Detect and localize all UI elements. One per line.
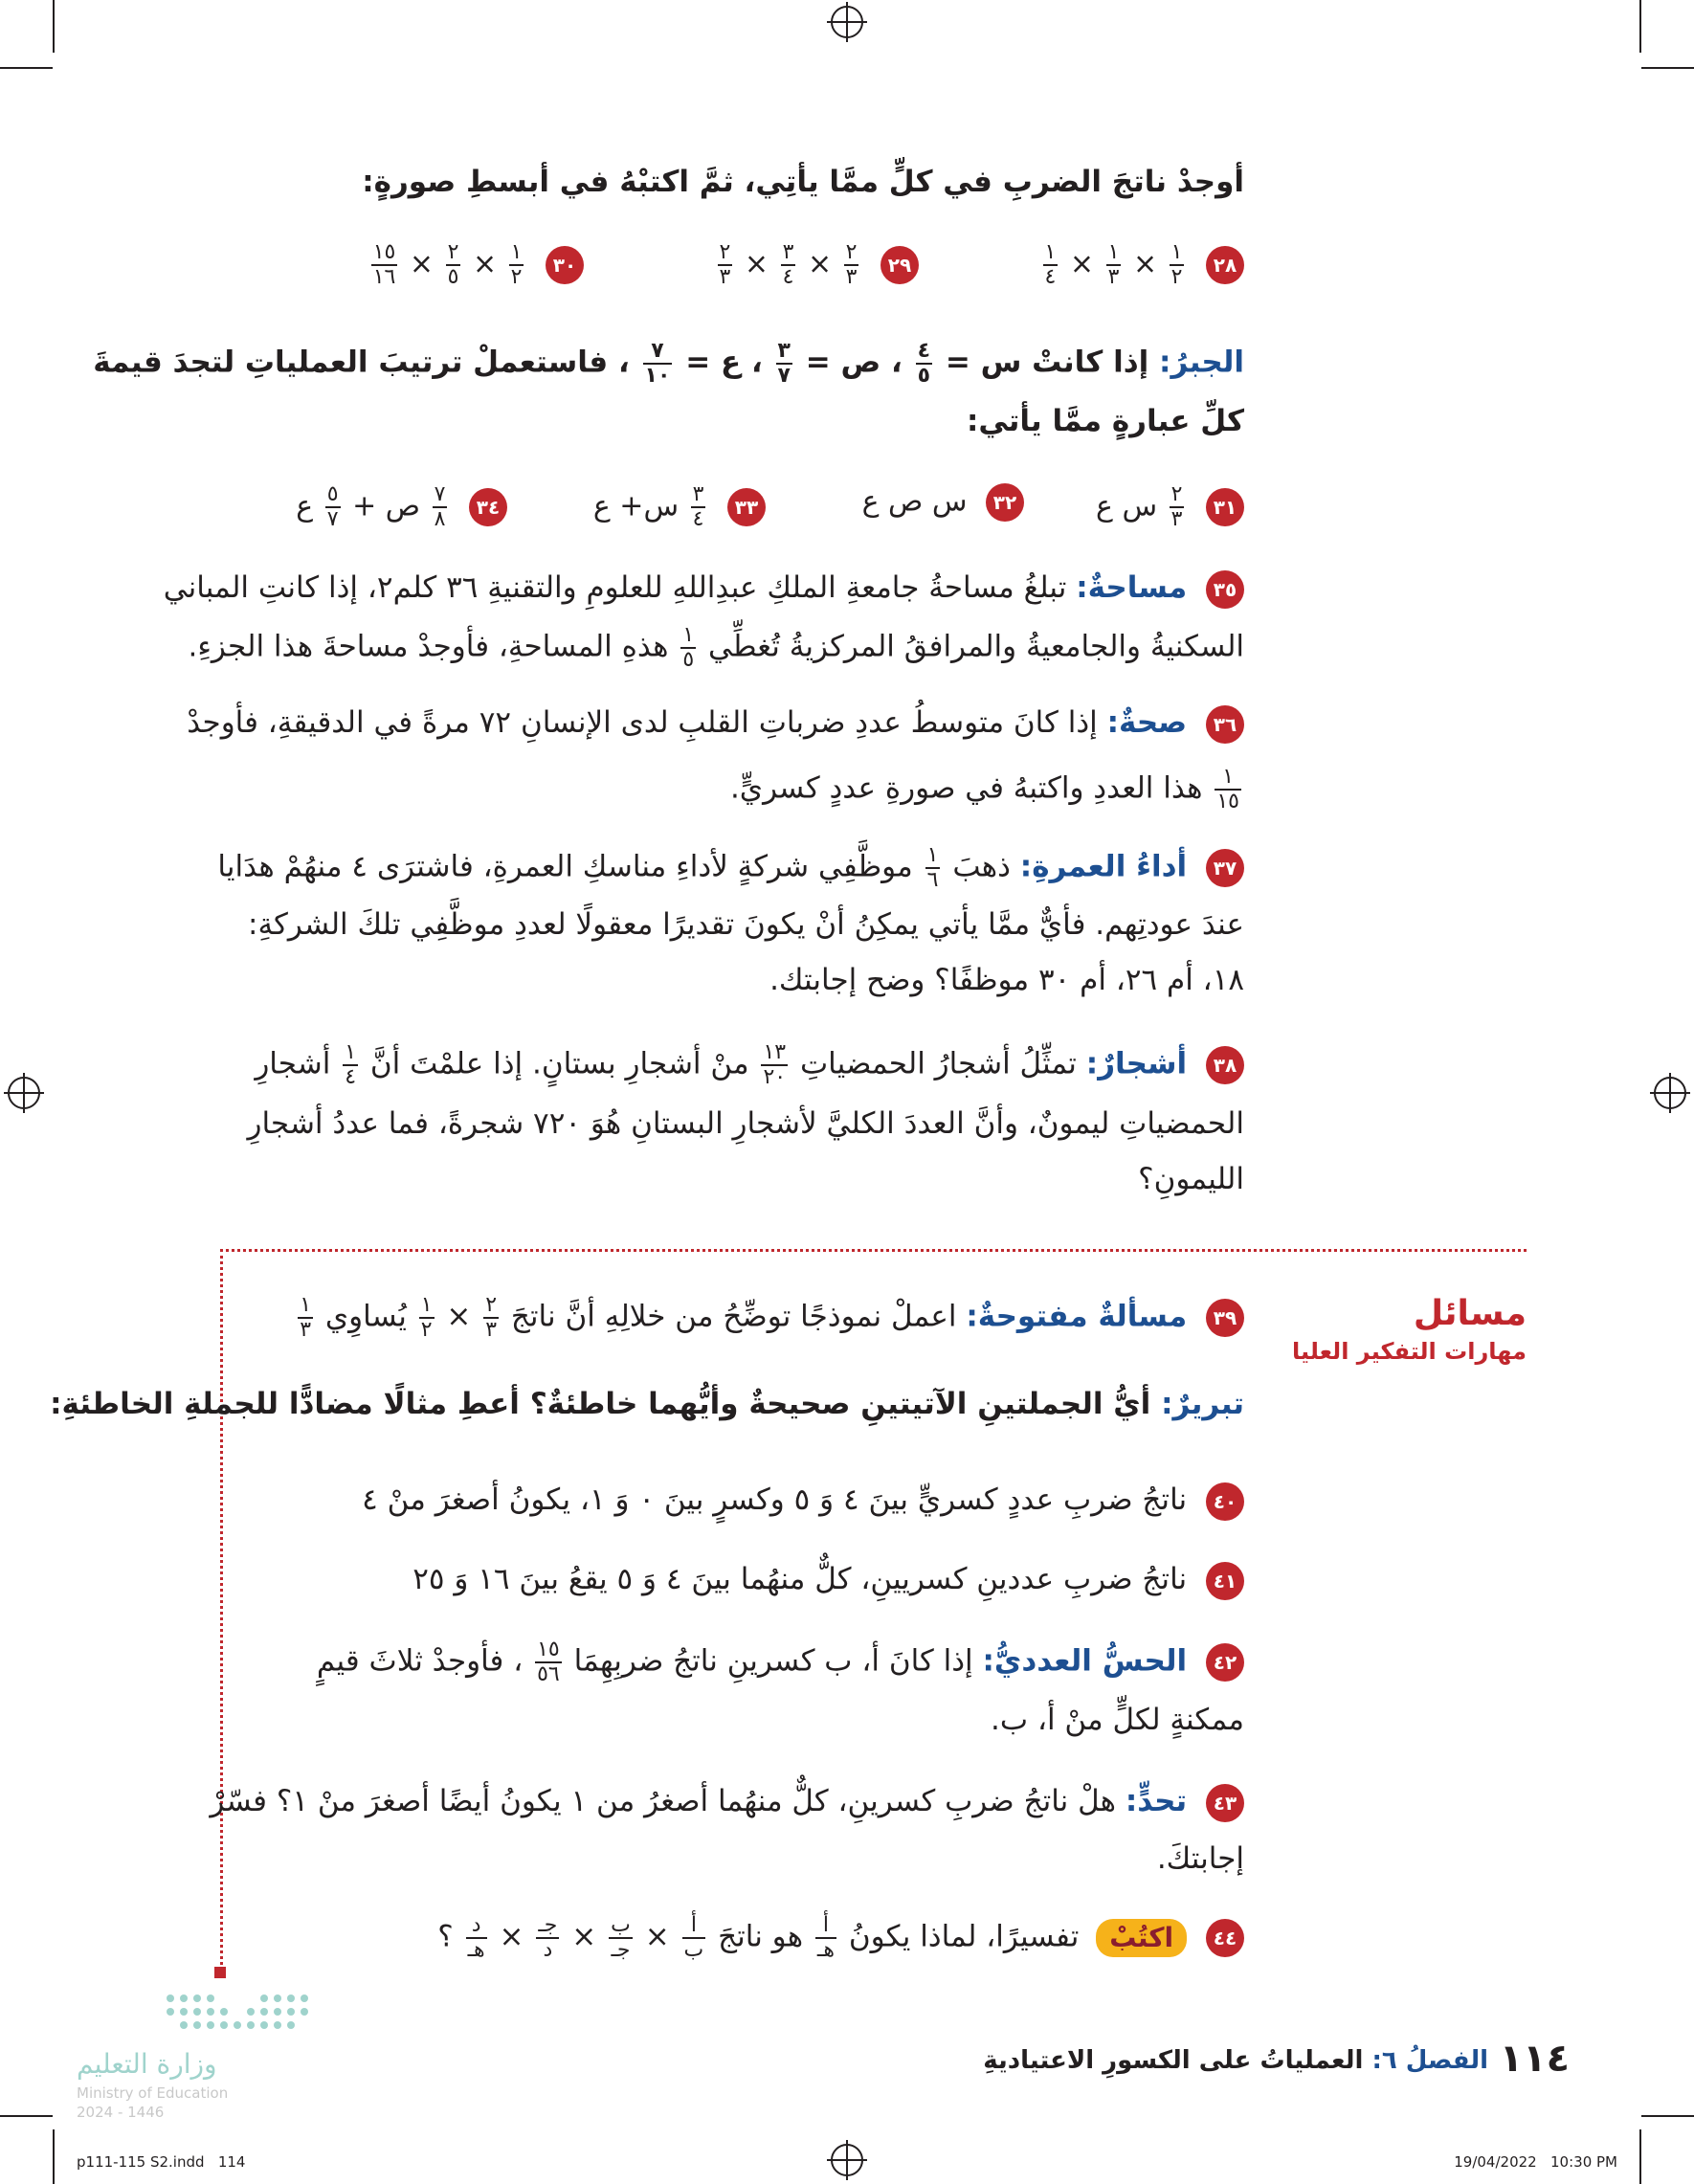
fraction: $\frac{١}{٢}$ — [510, 240, 523, 289]
section-border — [220, 1249, 223, 1972]
instructions: أوجدْ ناتجَ الضربِ في كلٍّ ممَّا يأتِي، ثمَّ اكتبْهُ في أبسطِ صورةٍ: — [362, 165, 1244, 199]
exercise-38-line-3: الليمونِ؟ — [1138, 1162, 1244, 1196]
exercise-39: ٣٩ مسألةٌ مفتوحةٌ: اعملْ نموذجًا توضِّحُ من خلالِهِ أنَّ ناتجَ $\frac{٢}{٣}$ × $\frac{١}{٢}$ يُساوِي $\frac{١}{٣}$ — [239, 1294, 1244, 1342]
registration-mark — [1654, 1077, 1686, 1109]
algebra-line-1: الجبرُ: إذا كانتْ س = $\frac{٤}{٥}$ ، ص = $\frac{٣}{٧}$ ، ع = $\frac{٧}{١٠}$ ، فاستعملْ ترتيبَ العملياتِ لتجدَ قيمةَ — [93, 339, 1244, 388]
exercise-43-line-2: إجابتكَ. — [1156, 1841, 1244, 1876]
registration-mark — [831, 6, 863, 38]
exercise-number: ٤٤ — [1206, 1919, 1244, 1957]
fraction: $\frac{٢}{٣}$ — [719, 240, 731, 289]
exercise-31: ٣١ $\frac{٢}{٣}$ س ع — [1096, 483, 1244, 531]
exercise-37-line-1: ٣٧ أداءُ العمرةِ: ذهبَ $\frac{١}{٦}$ موظَّفِي شركةٍ لأداءِ مناسكِ العمرةِ، فاشترَى ٤ منهُمْ هدَايا — [239, 844, 1244, 892]
exercise-number: ٤١ — [1206, 1562, 1244, 1600]
exercise-number: ٣٦ — [1206, 705, 1244, 744]
exercise-number: ٣٣ — [727, 488, 766, 526]
exercise-35-line-2: السكنيةُ والجامعيةُ والمرافقُ المركزيةُ تُغطِّي $\frac{١}{٥}$ هذهِ المساحةِ، فأوجدْ مساحةَ هذا الجزءِ. — [188, 623, 1244, 672]
exercise-number: ٣٢ — [986, 483, 1024, 522]
crop-mark — [1639, 2129, 1641, 2184]
edition-year: 2024 - 1446 — [77, 2104, 165, 2121]
ministry-name-ar: وزارة التعليم — [77, 2048, 217, 2080]
exercise-number: ٣٧ — [1206, 849, 1244, 887]
exercise-33: ٣٣ $\frac{٣}{٤}$ س+ ع — [593, 483, 766, 531]
fraction: $\frac{١٥}{١٦}$ — [372, 240, 396, 289]
fraction: $\frac{٣}{٤}$ — [782, 240, 794, 289]
registration-mark — [8, 1077, 40, 1109]
fraction: $\frac{١}{٣}$ — [1107, 240, 1120, 289]
section-end-marker — [214, 1967, 226, 1978]
page-number: ١١٤ — [1499, 2037, 1570, 2081]
exercise-number: ٣٥ — [1206, 570, 1244, 609]
exercise-35-line-1: ٣٥ مساحةٌ: تبلغُ مساحةُ جامعةِ الملكِ عبدِاللهِ للعلومِ والتقنيةِ ٣٦ كلم٢، إذا كانتِ المباني — [239, 567, 1244, 609]
registration-mark — [831, 2144, 863, 2176]
exercise-37-line-3: ١٨، أم ٢٦، أم ٣٠ موظفًا؟ وضح إجابتك. — [769, 963, 1244, 997]
exercise-28: ٢٨ $\frac{١}{٢}$ × $\frac{١}{٣}$ × $\frac{١}{٤}$ — [1040, 241, 1245, 289]
exercise-42-line-2: ممكنةٍ لكلٍّ منْ أ، ب. — [991, 1703, 1244, 1737]
crop-mark — [1641, 67, 1694, 69]
ministry-name-en: Ministry of Education — [77, 2084, 229, 2102]
exercise-29: ٢٩ $\frac{٢}{٣}$ × $\frac{٣}{٤}$ × $\frac{٢}{٣}$ — [715, 241, 920, 289]
justify-prompt: تبريرٌ: أيُّ الجملتينِ الآتيتينِ صحيحةٌ وأيُّهما خاطئةٌ؟ أعطِ مثالًا مضادًّا للجملةِ الخاطئةِ: — [50, 1387, 1244, 1421]
exercise-number: ٣١ — [1206, 488, 1244, 526]
exercise-number: ٣٨ — [1206, 1046, 1244, 1084]
exercise-38-line-2: الحمضياتِ ليمونٌ، وأنَّ العددَ الكليَّ لأشجارِ البستانِ هُوَ ٧٢٠ شجرةً، فما عددُ أشجارِ — [247, 1106, 1244, 1141]
exercise-number: ٣٩ — [1206, 1299, 1244, 1337]
fraction: $\frac{٢}{٥}$ — [447, 240, 459, 289]
hots-title: مسائل — [1413, 1294, 1527, 1333]
exercise-number: ٣٤ — [469, 488, 507, 526]
exercise-number: ٣٠ — [546, 246, 584, 284]
exercise-34: ٣٤ $\frac{٧}{٨}$ ص + $\frac{٥}{٧}$ ع — [296, 483, 507, 531]
exercise-32: ٣٢ س ص ع — [862, 483, 1024, 522]
hots-subtitle: مهارات التفكير العليا — [1292, 1338, 1527, 1365]
exercise-41: ٤١ ناتجُ ضربِ عددينِ كسريينِ، كلٌّ منهُما بينَ ٤ وَ ٥ يقعُ بينَ ١٦ وَ ٢٥ — [239, 1558, 1244, 1600]
exercise-43-line-1: ٤٣ تحدٍّ: هلْ ناتجُ ضربِ كسرينِ، كلٌّ منهُما أصغرُ من ١ يكونُ أيضًا أصغرَ منْ ١؟ فسّرْ — [239, 1780, 1244, 1822]
crop-mark — [53, 0, 55, 53]
fraction: $\frac{١}{٤}$ — [1044, 240, 1057, 289]
crop-mark — [0, 67, 53, 69]
algebra-line-2: كلِّ عبارةٍ ممَّا يأتي: — [967, 404, 1244, 438]
write-badge: اكتُبْ — [1096, 1919, 1187, 1957]
exercise-36-line-2: $\frac{١}{١٥}$ هذا العددِ واكتبهُ في صورةِ عددٍ كسريٍّ. — [729, 765, 1239, 813]
exercise-37-line-2: عندَ عودتِهم. فأيٌّ ممَّا يأتي يمكِنُ أنْ يكونَ تقديرًا معقولًا لعددِ موظَّفِي تلكَ الشركةِ: — [248, 907, 1244, 942]
exercise-36-line-1: ٣٦ صحةٌ: إذا كانَ متوسطُ عددِ ضرباتِ القلبِ لدى الإنسانِ ٧٢ مرةً في الدقيقةِ، فأوجدْ — [239, 702, 1244, 744]
crop-mark — [0, 2115, 53, 2117]
section-divider — [220, 1249, 1527, 1252]
crop-mark — [1641, 2115, 1694, 2117]
exercise-38-line-1: ٣٨ أشجارٌ: تمثِّلُ أشجارُ الحمضياتِ $\frac{١٣}{٢٠}$ منْ أشجارِ بستانٍ. إذا علمْتَ أنَّ $\frac{١}{٤}$ أشجارِ — [239, 1041, 1244, 1089]
exercise-number: ٤٠ — [1206, 1482, 1244, 1521]
exercise-number: ٤٣ — [1206, 1784, 1244, 1822]
exercise-number: ٤٢ — [1206, 1643, 1244, 1682]
exercise-number: ٢٨ — [1206, 246, 1244, 284]
crop-mark — [53, 2129, 55, 2184]
exercise-42-line-1: ٤٢ الحسُّ العدديُّ: إذا كانَ أ، ب كسرينِ ناتجُ ضربِهِمَا $\frac{١٥}{٥٦}$ ، فأوجدْ ثلاثَ قيمٍ — [239, 1638, 1244, 1686]
ministry-logo-icon — [161, 1989, 314, 2039]
print-date: 19/04/2022 10:30 PM — [1454, 2153, 1617, 2171]
chapter-footer: الفصلُ ٦: العملياتُ على الكسورِ الاعتياديةِ — [983, 2046, 1488, 2075]
exercise-44: ٤٤ اكتُبْ تفسيرًا، لماذا يكونُ $\frac{\text{أ}}{\text{هـ}}$ هو ناتجَ $\frac{\text{أ}}{\text{ب}}$ × $\frac{\text{ب}}{\text{جـ}}$ × $\frac{\text{جـ}}{\text{د}}$ × $\frac{\text{د}}{\text{هـ}}$ ؟ — [239, 1914, 1244, 1962]
file-slug: p111-115 S2.indd 114 — [77, 2153, 246, 2171]
exercise-40: ٤٠ ناتجُ ضربِ عددٍ كسريٍّ بينَ ٤ وَ ٥ وكسرٍ بينَ ٠ وَ ١، يكونُ أصغرَ منْ ٤ — [239, 1479, 1244, 1521]
fraction: $\frac{٢}{٣}$ — [845, 240, 858, 289]
crop-mark — [1639, 0, 1641, 53]
fraction: $\frac{١}{٢}$ — [1170, 240, 1183, 289]
exercise-number: ٢٩ — [880, 246, 919, 284]
exercise-30: ٣٠ $\frac{١}{٢}$ × $\frac{٢}{٥}$ × $\frac{١٥}{١٦}$ — [368, 241, 584, 289]
